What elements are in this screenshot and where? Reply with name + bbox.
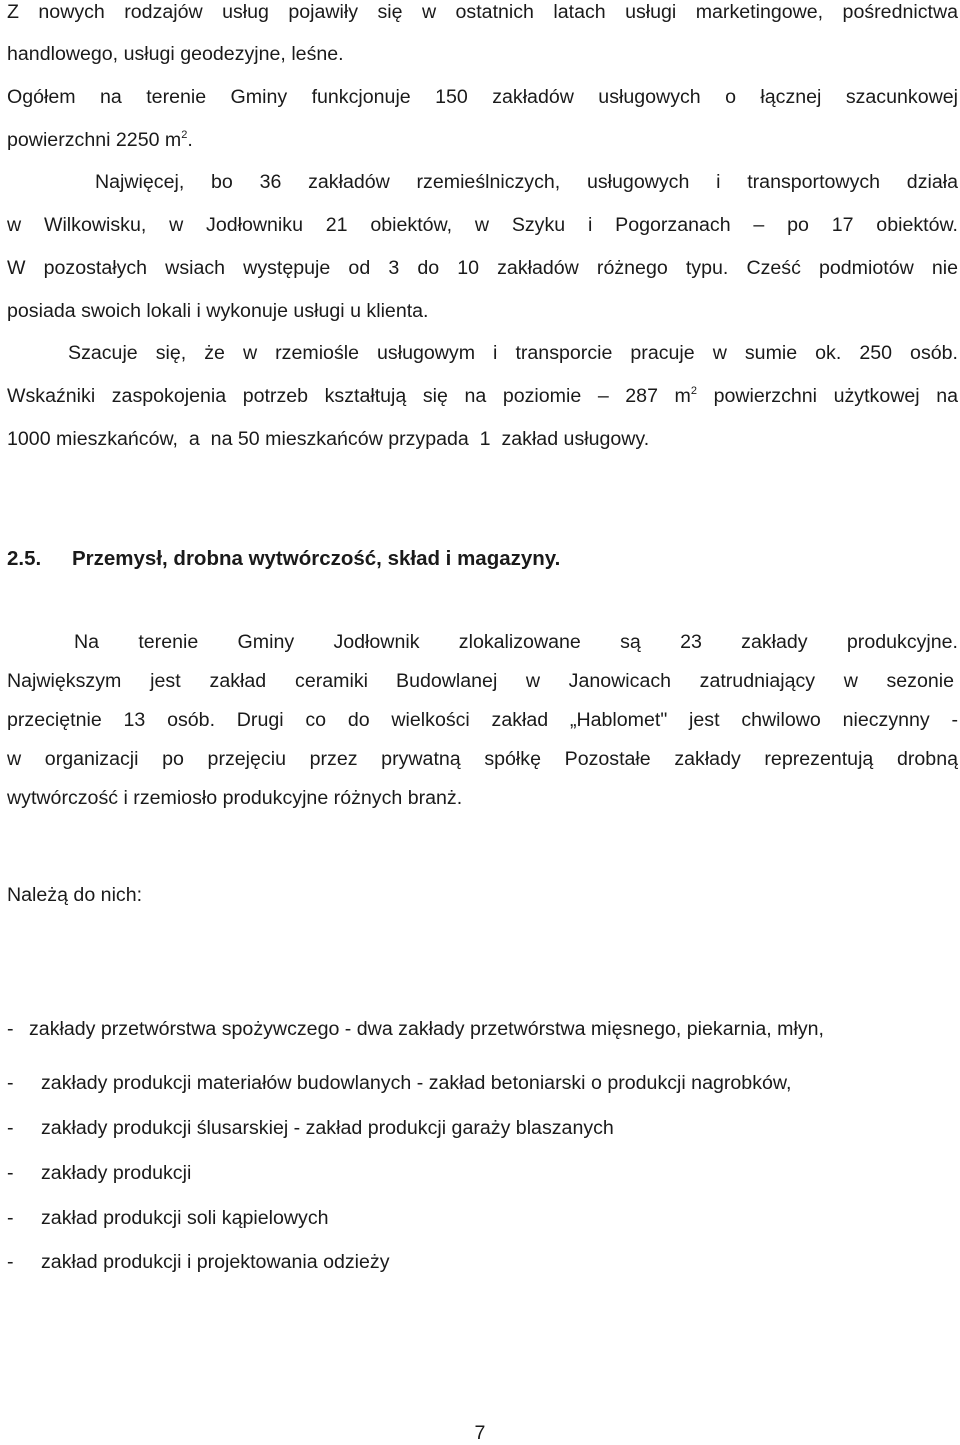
list-item-text: zakład produkcji i projektowania odzieży: [41, 1251, 390, 1273]
page-number: 7: [474, 1422, 486, 1444]
paragraph-line: [7, 128, 958, 152]
text-run: powierzchni 2250 m: [7, 129, 182, 151]
paragraph-line: Szacuje się, że w rzemiośle usługowym i transporcie pracuje w sumie ok. 250 osób.: [68, 342, 958, 364]
superscript: 2: [690, 385, 697, 397]
paragraph-line: handlowego, usługi geodezyjne, leśne.: [7, 43, 344, 65]
list-dash: -: [7, 1072, 14, 1094]
list-dash: -: [7, 1207, 14, 1229]
paragraph-line: Na terenie Gminy Jodłownik zlokalizowane są 23 zakłady produkcyjne.: [74, 631, 958, 653]
text-run: Największym jest zakład ceramiki: [7, 670, 368, 692]
section-number: 2.5.: [7, 547, 42, 570]
paragraph-line: Z nowych rodzajów usług pojawiły się w ostatnich latach usługi marketingowe, pośrednictwa: [7, 1, 958, 23]
text-run: Budowlanej w Janowicach zatrudniający w sezonie: [396, 670, 954, 692]
list-dash: -: [7, 1018, 14, 1040]
superscript: 2: [181, 129, 188, 141]
paragraph-line: w Wilkowisku, w Jodłowniku 21 obiektów, w Szyku i Pogorzanach – po 17 obiektów.: [7, 214, 958, 236]
paragraph-line: Ogółem na terenie Gminy funkcjonuje 150 zakładów usługowych o łącznej szacunkowej: [7, 86, 958, 108]
list-item-text: zakłady produkcji ślusarskiej - zakład produkcji garaży blaszanych: [41, 1117, 614, 1139]
section-title: Przemysł, drobna wytwórczość, skład i magazyny.: [72, 547, 561, 570]
text-run: .: [187, 129, 193, 151]
paragraph-line: posiada swoich lokali i wykonuje usługi u klienta.: [7, 300, 429, 322]
paragraph-line: W pozostałych wsiach występuje od 3 do 10 zakładów różnego typu. Cześć podmiotów nie: [7, 257, 958, 279]
paragraph-line: [7, 384, 958, 408]
list-intro: Należą do nich:: [7, 884, 143, 906]
paragraph-line: przeciętnie 13 osób. Drugi co do wielkości zakład „Hablomet" jest chwilowo nieczynny -: [7, 709, 958, 731]
text-run: Wskaźniki zaspokojenia potrzeb kształtują się na poziomie – 287 m: [7, 385, 691, 407]
list-item-text: zakłady produkcji: [41, 1162, 192, 1184]
paragraph-line: w organizacji po przejęciu przez prywatną spółkę Pozostałe zakłady reprezentują drobną: [7, 748, 958, 770]
section-heading: [7, 547, 958, 571]
list-dash: -: [7, 1162, 14, 1184]
paragraph-line: [7, 669, 958, 693]
list-item-text: zakłady produkcji materiałów budowlanych - zakład betoniarski o produkcji nagrobków,: [41, 1072, 792, 1094]
paragraph-line: Najwięcej, bo 36 zakładów rzemieślniczych, usługowych i transportowych działa: [95, 171, 958, 193]
list-item-text: zakłady przetwórstwa spożywczego - dwa zakłady przetwórstwa mięsnego, piekarnia, młyn,: [29, 1018, 824, 1040]
paragraph-line: 1000 mieszkańców, a na 50 mieszkańców przypada 1 zakład usługowy.: [7, 428, 650, 450]
paragraph-line: wytwórczość i rzemiosło produkcyjne różnych branż.: [7, 787, 463, 809]
list-dash: -: [7, 1251, 14, 1273]
list-dash: -: [7, 1117, 14, 1139]
list-item-text: zakład produkcji soli kąpielowych: [41, 1207, 329, 1229]
text-run: powierzchni użytkowej na: [697, 385, 958, 407]
